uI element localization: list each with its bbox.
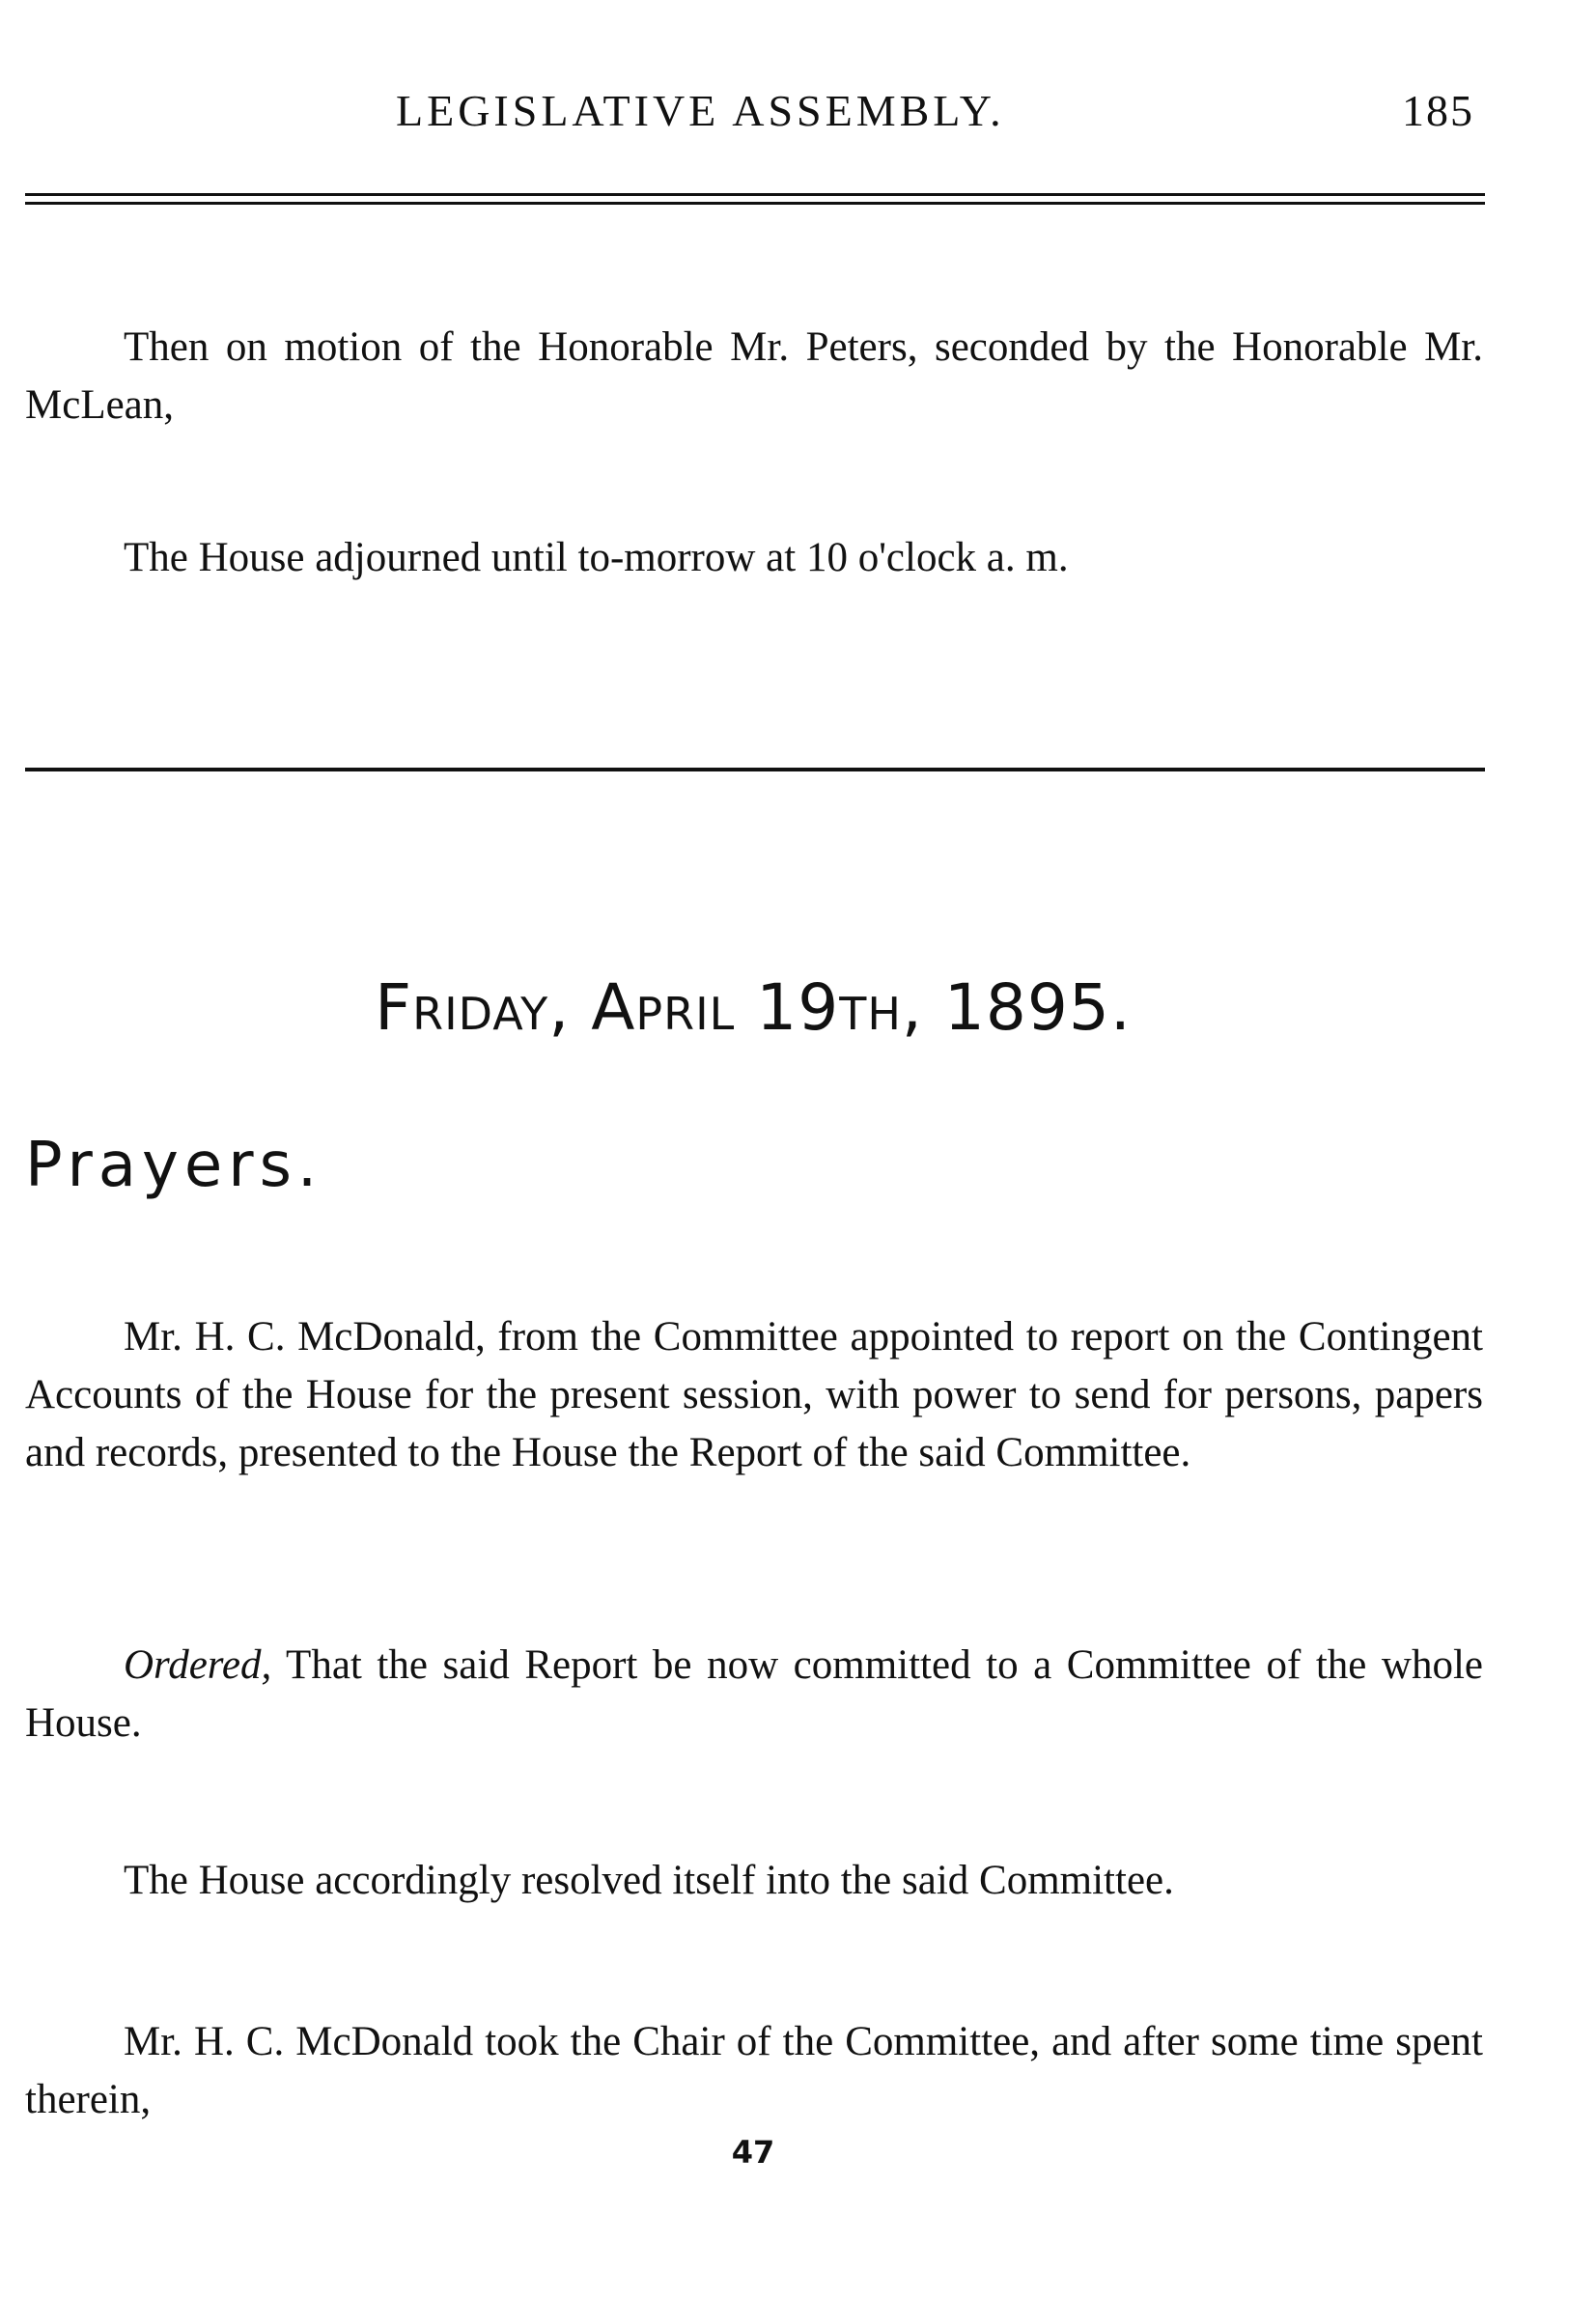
- paragraph-chair-text: Mr. H. C. McDonald took the Chair of the Committee, and after some time spent therein,: [25, 2019, 1483, 2122]
- paragraph-motion: [25, 319, 1483, 435]
- paragraph-ordered-text: That the said Report be now committed to a Committee of the whole House.: [25, 1642, 1483, 1746]
- paragraph-resolved: [25, 1852, 1483, 1910]
- running-title: LEGISLATIVE ASSEMBLY.: [396, 86, 1005, 135]
- paragraph-motion-text: Then on motion of the Honorable Mr. Peters, seconded by the Honorable Mr. McLean,: [25, 324, 1483, 428]
- paragraph-resolved-text: The House accordingly resolved itself into the said Committee.: [124, 1858, 1174, 1903]
- prayers-heading: Prayers.: [25, 1130, 323, 1201]
- ordered-italic-word: Ordered,: [124, 1642, 272, 1688]
- paragraph-committee-report-text: Mr. H. C. McDonald, from the Committee appointed to report on the Contingent Accounts of the House for the present session, with power to send for persons, papers and records, presented to the House the Report of the said Committee.: [25, 1314, 1483, 1475]
- running-head: [0, 85, 1596, 143]
- paragraph-adjournment: [25, 529, 1483, 587]
- paragraph-adjournment-text: The House adjourned until to-morrow at 10 o'clock a. m.: [124, 535, 1069, 580]
- paragraph-committee-report: [25, 1308, 1483, 1482]
- page-number: 185: [1402, 86, 1474, 135]
- paragraph-chair: [25, 2013, 1483, 2129]
- date-heading: Friday, April 19th, 1895.: [375, 970, 1132, 1045]
- section-divider-rule: [25, 768, 1485, 771]
- signature-mark: 47: [731, 2134, 775, 2171]
- paragraph-ordered: [25, 1637, 1483, 1752]
- header-double-rule: [25, 193, 1485, 205]
